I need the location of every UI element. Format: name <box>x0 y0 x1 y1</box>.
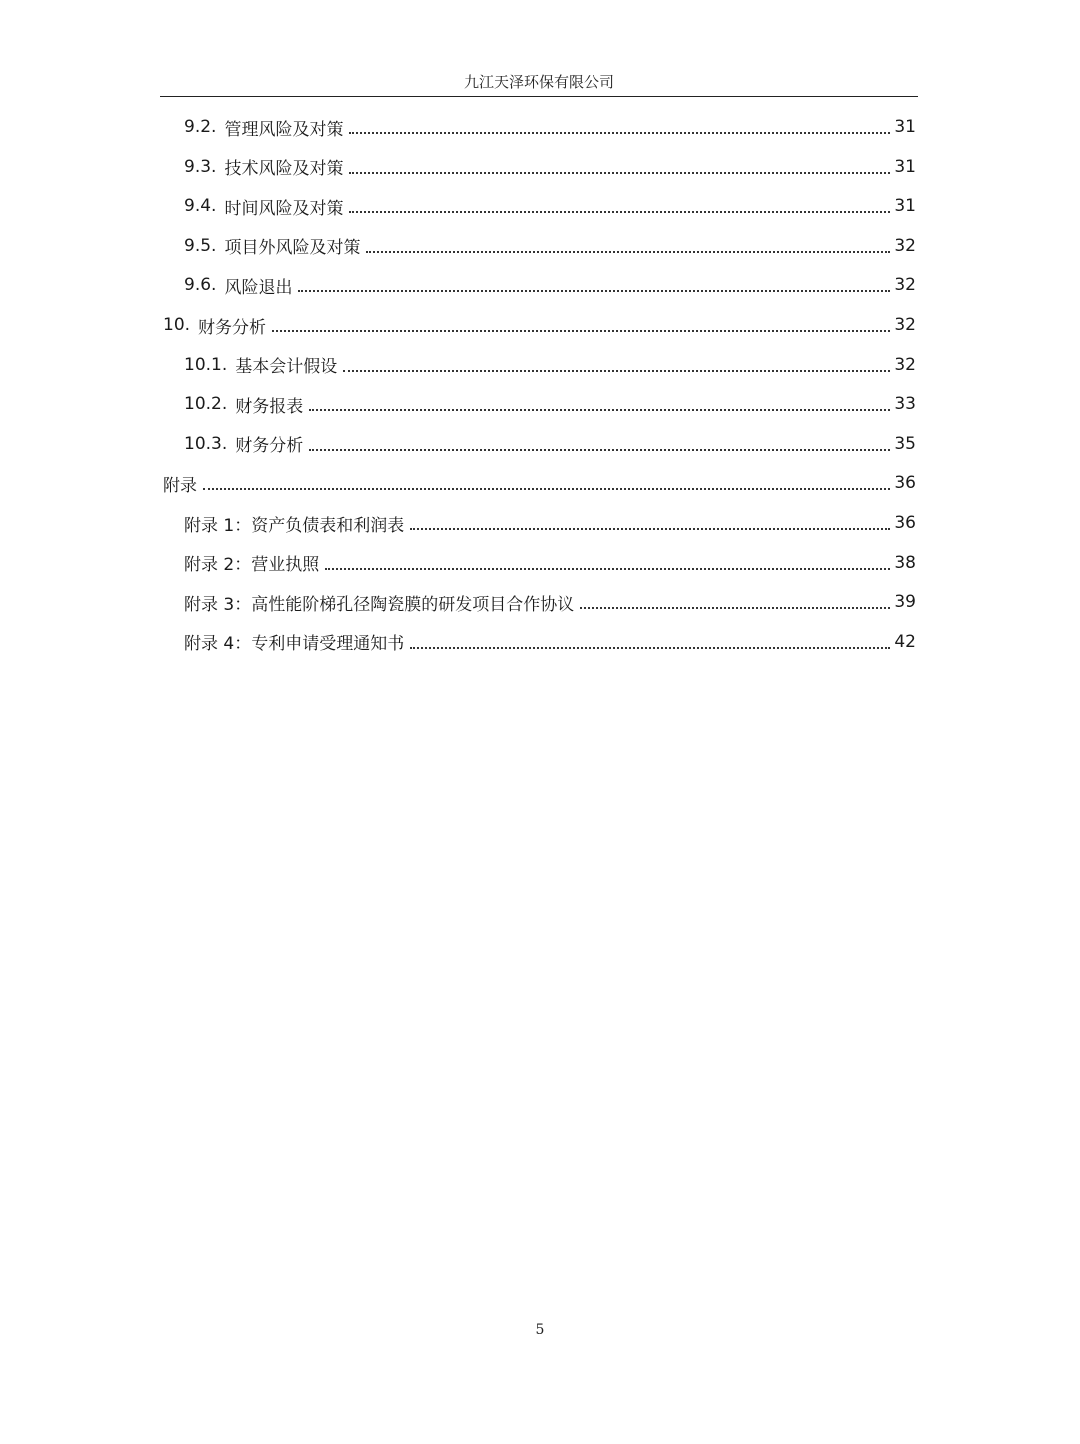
toc-entry-title: 财务分析 <box>235 436 304 457</box>
toc-entry-page: 32 <box>894 315 916 335</box>
toc-entry-page: 42 <box>894 631 916 652</box>
dot-leader <box>366 251 890 253</box>
dot-leader <box>410 647 890 649</box>
toc-entry[interactable] <box>163 463 916 503</box>
dot-leader <box>203 488 890 490</box>
dot-leader <box>309 449 890 451</box>
toc-entry-page: 31 <box>894 196 916 217</box>
toc-entry-page: 35 <box>894 433 916 454</box>
dot-leader <box>349 211 890 213</box>
toc-entry-title: 附录 4：专利申请受理通知书 <box>184 634 405 655</box>
dot-leader <box>580 607 890 609</box>
toc-entry[interactable] <box>184 424 916 464</box>
toc-entry-page: 31 <box>894 117 916 137</box>
toc-entry-title: 附录 2：营业执照 <box>184 555 320 576</box>
toc-entry[interactable] <box>184 543 916 583</box>
toc-entry-title: 技术风险及对策 <box>224 159 344 180</box>
toc-entry-title: 财务报表 <box>235 396 304 417</box>
toc-entry[interactable] <box>184 345 916 385</box>
toc-entry-page: 32 <box>894 235 916 256</box>
dot-leader <box>325 568 890 570</box>
toc-entry-page: 36 <box>894 513 916 533</box>
dot-leader <box>349 172 890 174</box>
toc-entry-title: 风险退出 <box>224 277 293 298</box>
toc-entry-number: 10.3. <box>184 433 228 454</box>
toc-entry[interactable] <box>184 265 916 305</box>
toc-entry-number: 9.4. <box>184 196 217 217</box>
toc-entry[interactable] <box>184 107 916 147</box>
toc-entry[interactable] <box>184 226 916 266</box>
toc-entry-number: 10. <box>163 315 191 335</box>
toc-entry-title: 基本会计假设 <box>235 357 338 378</box>
dot-leader <box>410 528 890 530</box>
toc-entry-number: 9.6. <box>184 275 217 296</box>
dot-leader <box>309 409 890 411</box>
toc-entry[interactable] <box>184 186 916 226</box>
toc-entry-number: 9.5. <box>184 235 217 256</box>
toc-entry-number: 10.2. <box>184 394 228 415</box>
toc-entry-page: 33 <box>894 394 916 415</box>
toc-entry-page: 38 <box>894 552 916 573</box>
toc-entry[interactable] <box>163 305 916 345</box>
dot-leader <box>349 132 890 134</box>
toc-entry-page: 32 <box>894 354 916 375</box>
page-number: 5 <box>535 1322 545 1338</box>
dot-leader <box>343 370 890 372</box>
toc-entry[interactable] <box>184 384 916 424</box>
toc-entry-page: 31 <box>894 156 916 177</box>
toc-entry[interactable] <box>184 503 916 543</box>
toc-entry[interactable] <box>184 582 916 622</box>
toc-entry-title: 财务分析 <box>198 317 267 338</box>
toc-entry[interactable] <box>184 622 916 662</box>
toc-entry-page: 36 <box>894 473 916 494</box>
toc-entry-title: 附录 <box>163 475 197 496</box>
toc-entry[interactable] <box>184 147 916 187</box>
toc-entry-page: 32 <box>894 275 916 296</box>
dot-leader <box>298 290 890 292</box>
toc-entry-title: 附录 3：高性能阶梯孔径陶瓷膜的研发项目合作协议 <box>184 594 575 615</box>
dot-leader <box>272 330 890 332</box>
toc-entry-number: 10.1. <box>184 354 228 375</box>
toc-entry-page: 39 <box>894 592 916 613</box>
toc-entry-number: 9.2. <box>184 117 217 137</box>
toc-entry-title: 时间风险及对策 <box>224 198 344 219</box>
toc-entry-title: 管理风险及对策 <box>224 119 344 140</box>
toc-entry-number: 9.3. <box>184 156 217 177</box>
toc-entry-title: 项目外风险及对策 <box>224 238 361 259</box>
page-header: 九江天泽环保有限公司 <box>160 68 918 97</box>
toc-entry-title: 附录 1：资产负债表和利润表 <box>184 515 405 536</box>
